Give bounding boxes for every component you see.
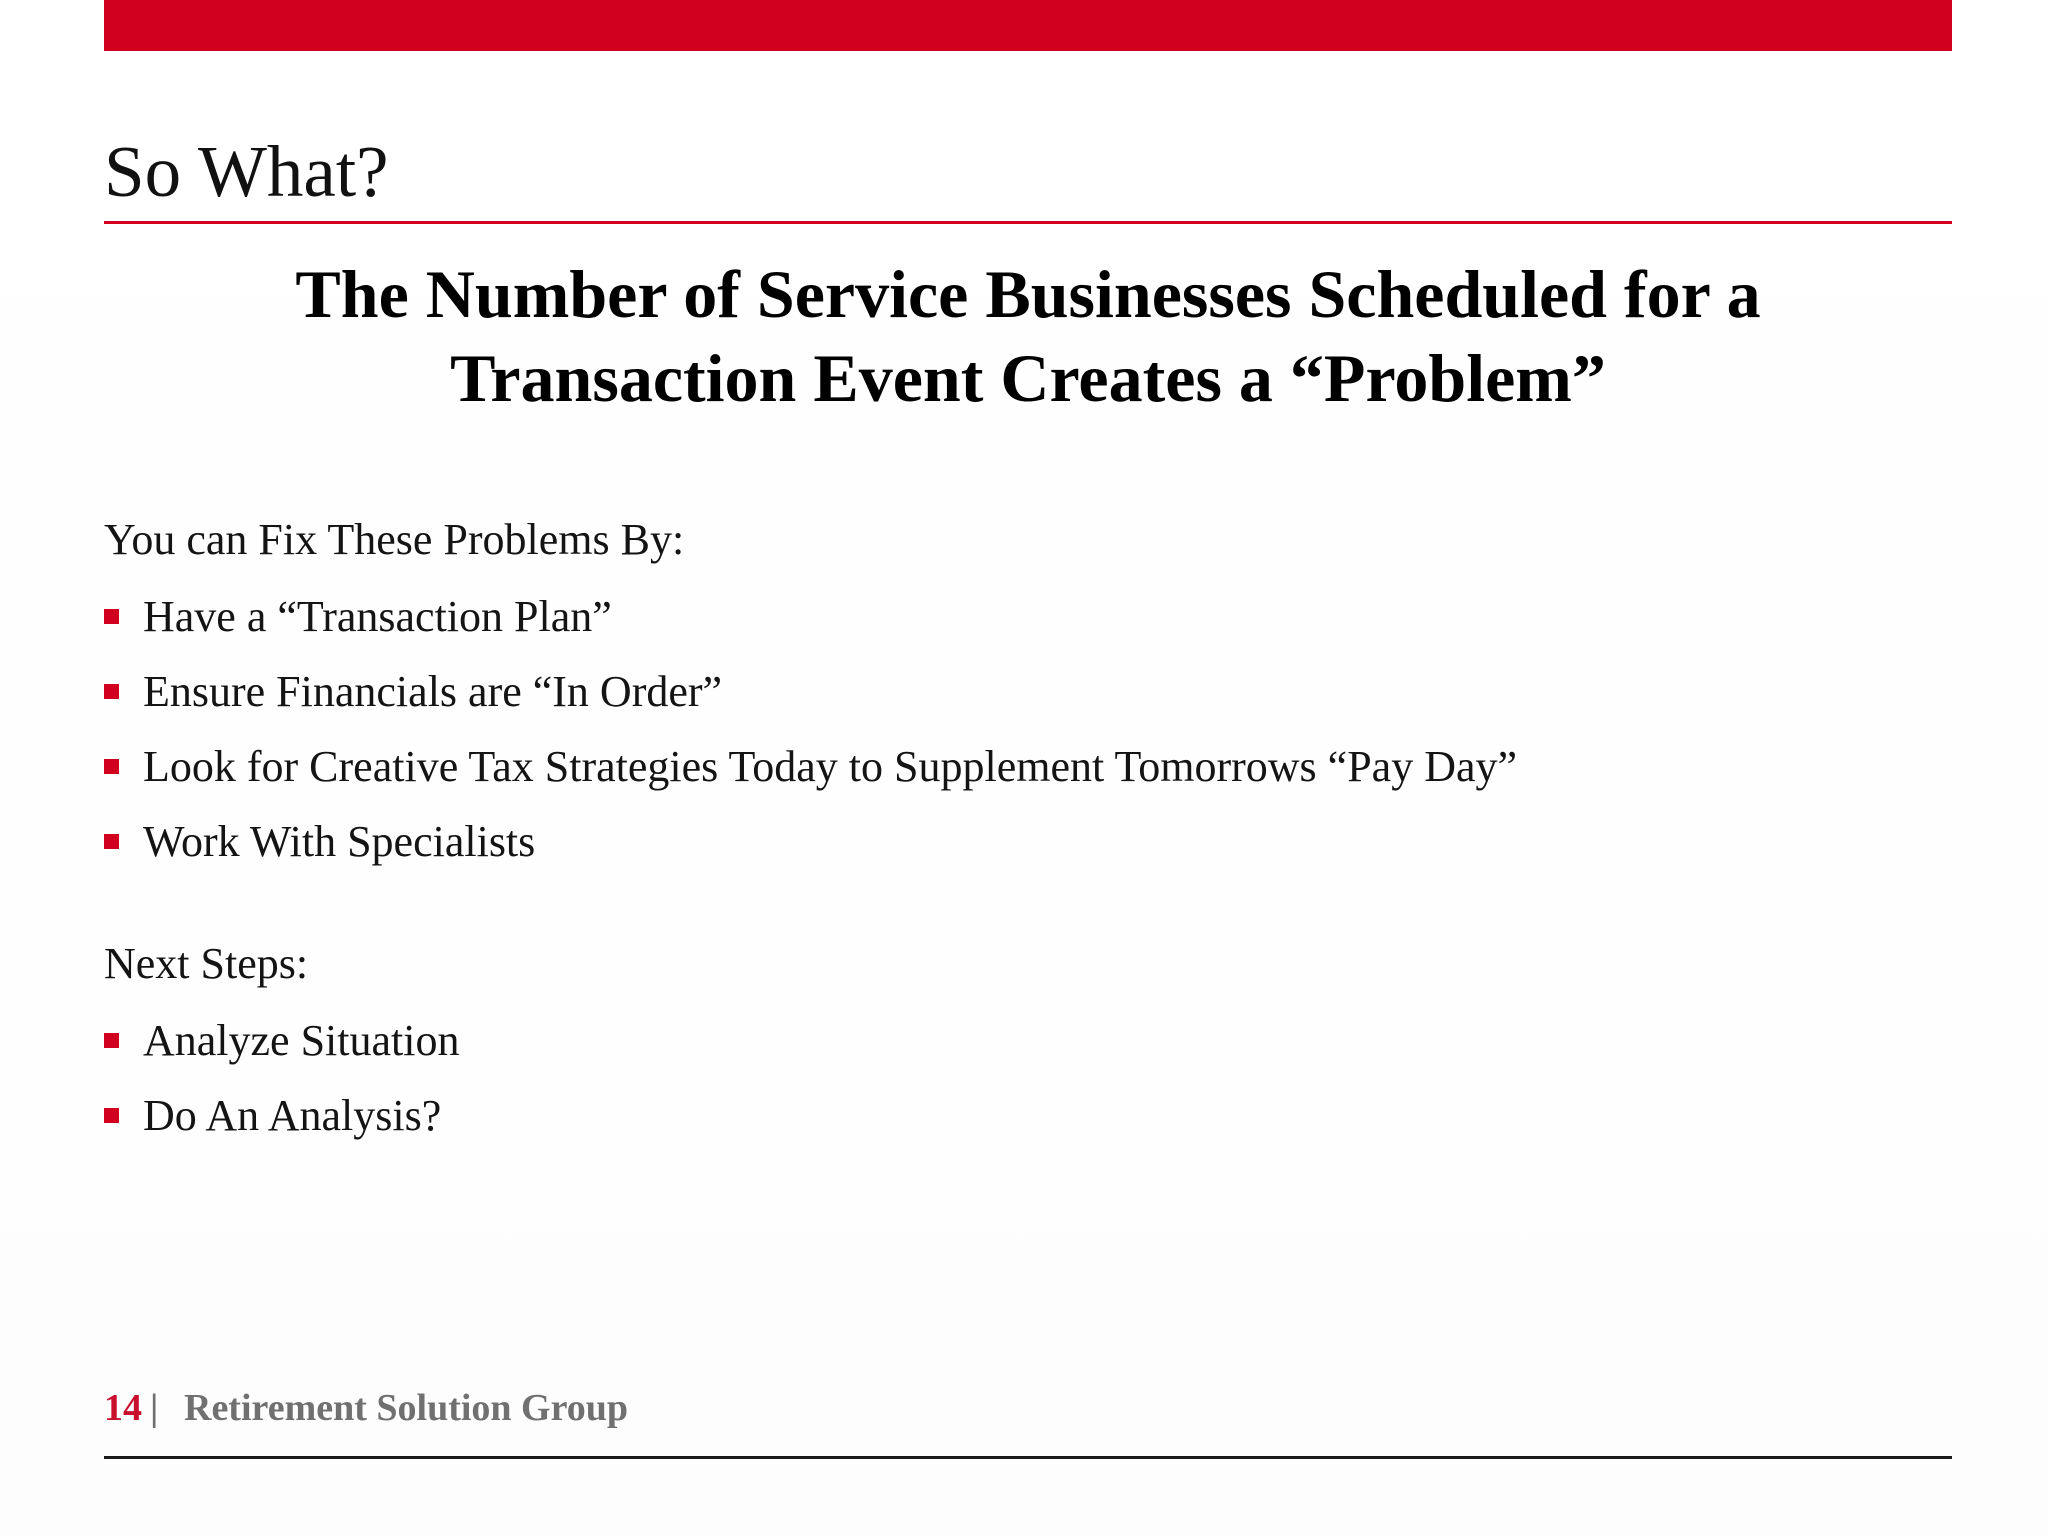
footer-separator: |: [150, 1387, 159, 1429]
fix-list-item-text: Work With Specialists: [143, 816, 536, 866]
square-bullet-icon: [104, 684, 119, 699]
square-bullet-icon: [104, 834, 119, 849]
footer-company-name: Retirement Solution Group: [184, 1387, 629, 1429]
fix-list-item: [104, 661, 722, 721]
fix-list-item-text: Look for Creative Tax Strategies Today to Supplement Tomorrows “Pay Day”: [143, 741, 1518, 791]
fix-list-item: [104, 586, 612, 646]
next-steps-item: [104, 1010, 460, 1070]
square-bullet-icon: [104, 1108, 119, 1123]
footer-divider: [104, 1456, 1952, 1459]
next-steps-item: [104, 1085, 441, 1145]
slide-heading-line-1: The Number of Service Businesses Scheduled for a: [295, 256, 1761, 332]
top-accent-bar: [104, 0, 1952, 51]
fix-list-item: [104, 736, 1517, 796]
fix-list-item-text: Have a “Transaction Plan”: [143, 591, 612, 641]
square-bullet-icon: [104, 609, 119, 624]
title-divider: [104, 221, 1952, 224]
next-steps-item-text: Analyze Situation: [143, 1015, 460, 1065]
fix-list-item: [104, 811, 535, 871]
page-number: 14: [104, 1387, 142, 1429]
fix-section-label: You can Fix These Problems By:: [104, 515, 685, 564]
square-bullet-icon: [104, 1033, 119, 1048]
slide-heading-line-2: Transaction Event Creates a “Problem”: [450, 340, 1606, 416]
next-steps-label: Next Steps:: [104, 939, 309, 988]
fix-list-item-text: Ensure Financials are “In Order”: [143, 666, 723, 716]
slide-title: So What?: [104, 131, 389, 212]
next-steps-item-text: Do An Analysis?: [143, 1090, 442, 1140]
slide-heading: [104, 252, 1952, 420]
square-bullet-icon: [104, 759, 119, 774]
